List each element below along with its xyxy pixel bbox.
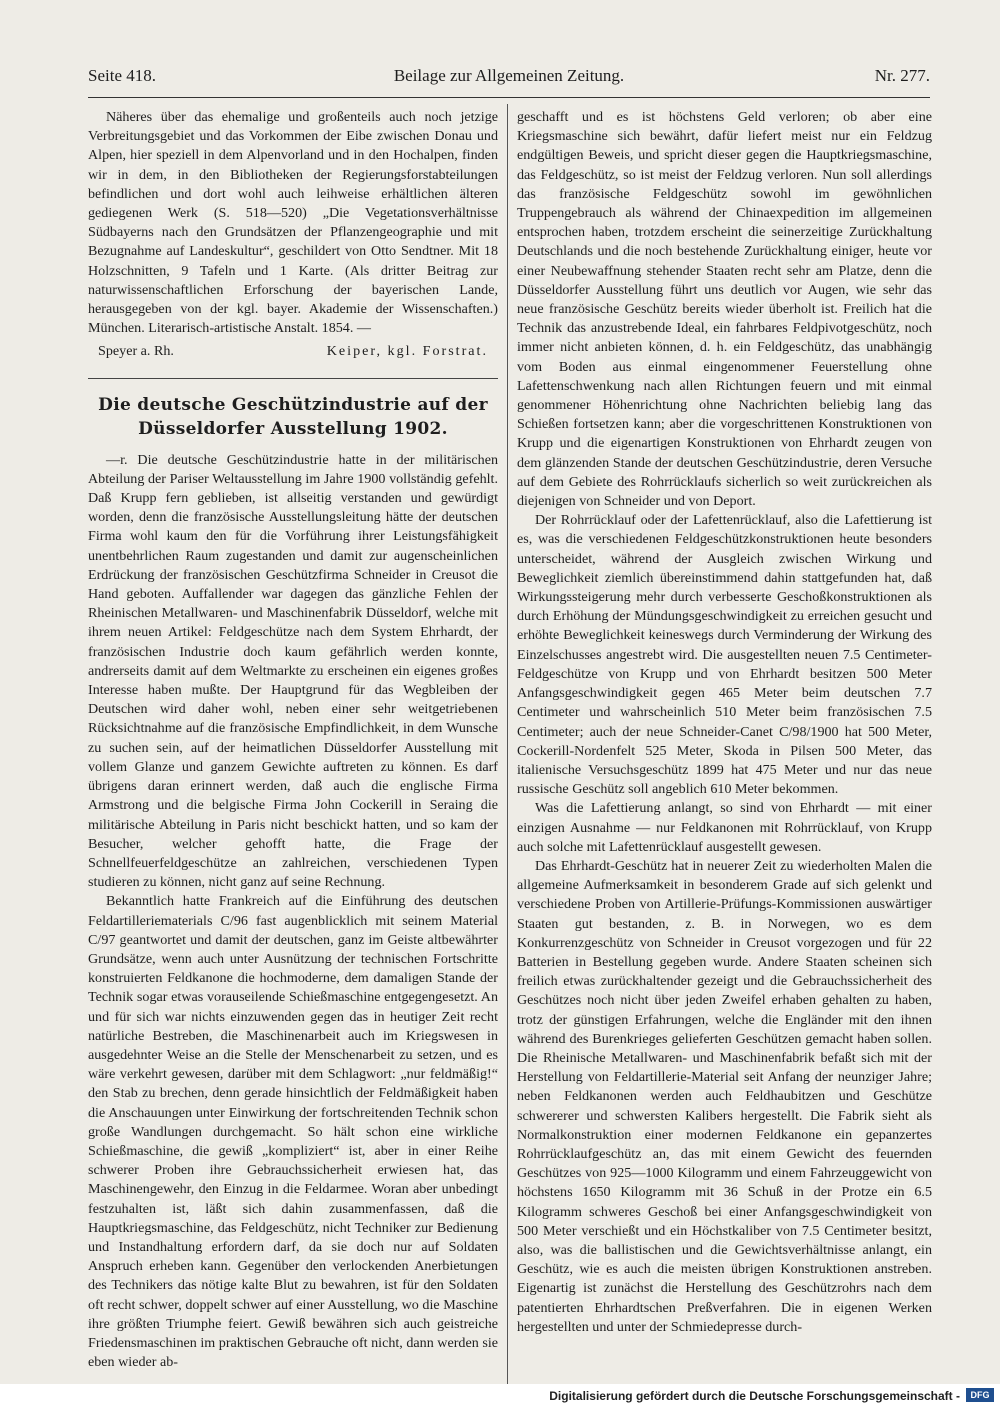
article-paragraph: —r. Die deutsche Geschützindustrie hatte in der militärischen Abteilung der Pariser Weltausstellung im Jahre 1900 vollständig gefehlt. Daß Krupp fern geblieben, ist allseitig verstanden und gewürdigt worden, denn die französische Ausstellungsleitung hätte der deutschen Firma wohl kaum den für die Vorführung ihrer Leistungsfähigkeit unentbehrlichen Raum zugestanden und damit zur augenscheinlichen Erdrückung der französischen Geschützfirma Schneider in Creusot die Hand geboten. Auffallender war dagegen das gänzliche Fehlen der Rheinischen Metallwaren- und Maschinenfabrik Düsseldorf, welche mit ihrem neuen Artikel: Feldgeschütze nach dem System Ehrhardt, der französischen Industrie doch kaum gefährlich werden konnte, andrerseits damit auf dem Weltmarkte zu erscheinen ein eigenes großes Interesse haben mußte. Der Hauptgrund für das Wegbleiben der Deutschen wird daher wohl, neben einer sehr weitgetriebenen Rücksichtnahme auf die französische Empfindlichkeit, in dem Wunsche zu suchen sein, auf der heimatlichen Düsseldorfer Ausstellung mit vollem Glanze und ganzem Gewichte auftreten zu können. Es darf übrigens daran erinnert werden, daß auch die englische Firma Armstrong und die belgische Firma John Cockerill in Seraing die militärische Abteilung in Paris nicht beschickt hatten, und so kam der Besucher, welcher gehofft hatte, die Frage der Schnellfeuerfeldgeschütze an zahlreichen, verschiedenen Typen studieren zu können, nicht ganz auf seine Rechnung. xyxy=(88,451,498,891)
right-column xyxy=(517,108,932,1337)
signature-name: Keiper, kgl. Forstrat. xyxy=(326,343,488,360)
page-number: Seite 418. xyxy=(88,66,156,85)
intro-paragraph: Näheres über das ehemalige und großenteils auch noch jetzige Verbreitungsgebiet und das Vorkommen der Eibe zwischen Donau und Alpen, hier speziell in dem Alpenvorland und in den Hochalpen, finden wir in dem, in den Bibliotheken der Regierungsforstabteilungen befindlichen und dort wohl auch leihweise erhältlichen älteren gediegenen Werk (S. 518—520) „Die Vegetationsverhältnisse Südbayerns nach den Grundsätzen der Pflanzengeographie und mit Bezugnahme auf Landeskultur“, geschildert von Otto Sendtner. Mit 18 Holzschnitten, 9 Tafeln und 1 Karte. (Als dritter Beitrag zur naturwissenschaftlichen Erforschung der bayerischen Lande, herausgegeben von der kgl. bayer. Akademie der Wissenschaften.) München. Literarisch-artistische Anstalt. 1854. — xyxy=(88,109,498,337)
article-paragraph: Was die Lafettierung anlangt, so sind von Ehrhardt — mit einer einzigen Ausnahme — nur Feldkanonen mit Rohrrücklauf, von Krupp auch solche mit Lafettenrücklauf ausgestellt gewesen. xyxy=(517,800,932,855)
article-paragraph: Der Rohrrücklauf oder der Lafettenrücklauf, also die Lafettierung ist es, was die verschiedenen Feldgeschützkonstruktionen heute besonders unterscheidet, während der Ausgleich zwischen Wirkung und Beweglichkeit ziemlich übereinstimmend dahin stattgefunden hat, daß Wirkungssteigerung mehr durch verbesserte Geschoßkonstruktionen als durch Erhöhung der Mündungsgeschwindigkeit zu erreichen gesucht und erhöhte Beweglichkeit keineswegs durch Verminderung der Wirkung des Einzelschusses angestrebt wird. Die ausgestellten neuen 7.5 Centimeter-Feldgeschütze von Krupp und von Ehrhardt besitzen 500 Meter Anfangsgeschwindigkeit gegen 465 Meter beim deutschen 7.7 Centimeter und wahrscheinlich 510 Meter beim französischen 7.5 Centimeter; auch der neue Schneider-Canet C/98/1900 hat 500 Meter, Cockerill-Nordenfelt 525 Meter, Skoda in Pilsen 500 Meter, das italienische Versuchsgeschütz 1899 hat 475 Meter und nur das neue russische Geschütz soll angeblich 610 Meter bekommen. xyxy=(517,512,932,798)
column-divider xyxy=(507,104,508,1384)
publication-title: Beilage zur Allgemeinen Zeitung. xyxy=(393,66,625,85)
digitization-footer xyxy=(0,1384,1000,1408)
page-header xyxy=(88,62,930,90)
footer-credit: Digitalisierung gefördert durch die Deutsche Forschungsgemeinschaft - xyxy=(549,1389,960,1403)
issue-number: Nr. 277. xyxy=(874,66,930,85)
dfg-logo: DFG xyxy=(966,1388,994,1402)
article-paragraph: geschafft und es ist höchstens Geld verloren; ob aber eine Kriegsmaschine sich bewährt, dafür liefert meist nur ein Feldzug endgültigen Beweis, und spricht dieser gegen die Hauptkriegsmaschine, das Feldgeschütz, so ist meist der Feldzug verloren. Nun soll allerdings das französische Feldgeschütz sowohl im gewöhnlichen Truppengebrauch als während der Chinaexpedition im allgemeinen entsprochen haben, trotzdem erscheint die seinerzeitige Zurückhaltung Deutschlands und die noch bestehende Zurückhaltung einiger, heute vor einer Neubewaffnung stehender Staaten recht sehr am Platze, denn die Düsseldorfer Ausstellung führt uns deutlich vor Augen, wie sehr das neue französische Geschütz bereits wieder überholt ist. Freilich hat die Technik das anzustrebende Ideal, ein fahrbares Feldpivotgeschütz, noch immer nicht anbieten können, d. h. ein Feldgeschütz, das unabhängig vom Boden aus einmal eingenommener Feuerstellung ohne Lafettenschwenkung nach allen Richtungen feuern und mit einmal genommener Höhenrichtung ohne Nachrichten beliebig lang das Schießen fortsetzen kann; aber die vorgeschrittenen Konstruktionen von Krupp und die eigenartigen Konstruktionen von Ehrhardt zeugen von dem glänzenden Stande der deutschen Geschützindustrie, deren Versuche auf dem Gebiete des Rohrrücklaufs sicherlich so weit zurückreichen als diejenigen von Schneider und von Deport. xyxy=(517,109,932,510)
article-paragraph: Bekanntlich hatte Frankreich auf die Einführung des deutschen Feldartilleriematerials C/96 fast augenblicklich mit seinem Material C/97 geantwortet und damit der deutschen, ganz im Geiste altbewährter Grundsätze, wenn auch unter Ausnützung der technischen Fortschritte konstruierten Feldkanone die hochmoderne, dem damaligen Stande der Technik sogar etwas vorauseilende Schießmaschine entgegengesetzt. An und für sich war nichts einzuwenden gegen das in heutiger Zeit recht natürliche Bestreben, die Maschinenarbeit auch im Kriegswesen in ausgedehnter Weise an die Stelle der Menschenarbeit zu setzen, und es wäre verkehrt gewesen, darüber mit dem Schlagwort: „nur feldmäßig!“ den Stab zu brechen, denn gerade hinsichtlich der Feldmäßigkeit haben die Anschauungen unter Einwirkung der fortschreitenden Technik schon große Wandlungen durchgemacht. So hält schon eine wirkliche Schießmaschine, die gewiß „kompliziert“ ist, aber in einer Reihe schwerer Proben ihre Gebrauchssicherheit erwiesen hat, das Maschinengewehr, den Einzug in die Feldarmee. Woran aber unbedingt festzuhalten ist, läßt sich dahin zusammenfassen, daß die Hauptkriegsmaschine, das Feldgeschütz, nicht Techniker zur Bedienung und Instandhaltung erfordern darf, da sie doch nur auf Soldaten Anspruch erheben kann. Gegenüber den verlockenden Anerbietungen des Technikers das nötige kalte Blut zu bewahren, ist für den Soldaten oft recht schwer, doppelt schwer auf einer Ausstellung, wo die Maschine ihre größten Triumphe feiert. Gewiß bewähren sich auch geistreiche Friedensmaschinen im praktischen Gebrauche oft nicht, dann werden sie eben wieder ab- xyxy=(88,893,498,1371)
signature-place: Speyer a. Rh. xyxy=(98,343,174,360)
article-title: Die deutsche Geschützindustrie auf der Düsseldorfer Ausstellung 1902. xyxy=(98,394,488,439)
left-column xyxy=(88,108,498,1372)
header-rule xyxy=(88,97,930,98)
article-separator xyxy=(88,378,498,379)
signature xyxy=(88,342,498,361)
article-paragraph: Das Ehrhardt-Geschütz hat in neuerer Zeit zu wiederholten Malen die allgemeine Aufmerksamkeit in besonderem Grade auf sich gelenkt und verschiedene Proben von Artillerie-Prüfungs-Kommissionen auswärtiger Staaten gut bestanden, z. B. in Norwegen, wo es dem Konkurrenzgeschütz von Schneider in Creusot vorgezogen und für 22 Batterien in Bestellung gegeben wurde. Andere Staaten scheinen sich freilich etwas zurückhaltender gezeigt und die Gebrauchssicherheit des Geschützes noch nicht über jeden Zweifel erhaben gehalten zu haben, trotz der günstigen Erfahrungen, welche die Engländer mit den ihnen während des Burenkrieges gelieferten Geschützen gemacht haben sollen. Die Rheinische Metallwaren- und Maschinenfabrik befaßt sich mit der Herstellung von Feldartillerie-Material seit Anfang der neunziger Jahre; neben Feldkanonen werden auch Feldhaubitzen und Geschütze schwererer und schwersten Kalibers hergestellt. Die Fabrik sieht als Normalkonstruktion einer modernen Feldkanone ein gepanzertes Rohrrücklaufgeschütz an, das mit einem Gewicht des feuernden Geschützes von 925—1000 Kilogramm und einem Fahrzeuggewicht von höchstens 1650 Kilogramm mit 36 Schuß in der Protze ein 6.5 Kilogramm schweres Geschoß bei einer Anfangsgeschwindigkeit von 500 Meter verschießt und ein Höchstkaliber von 7.5 Centimeter besitzt, also, was die ballistischen und die Gewichtsverhältnisse anlangt, ein Geschütz, wie es auch die meisten übrigen Konstruktionen anstreben. Eigenartig ist zunächst die Herstellung des Geschützrohrs nach dem patentierten Ehrhardtschen Preßverfahren. Die in eigenen Werken hergestellten und unter der Schmiedepresse durch- xyxy=(517,857,932,1335)
